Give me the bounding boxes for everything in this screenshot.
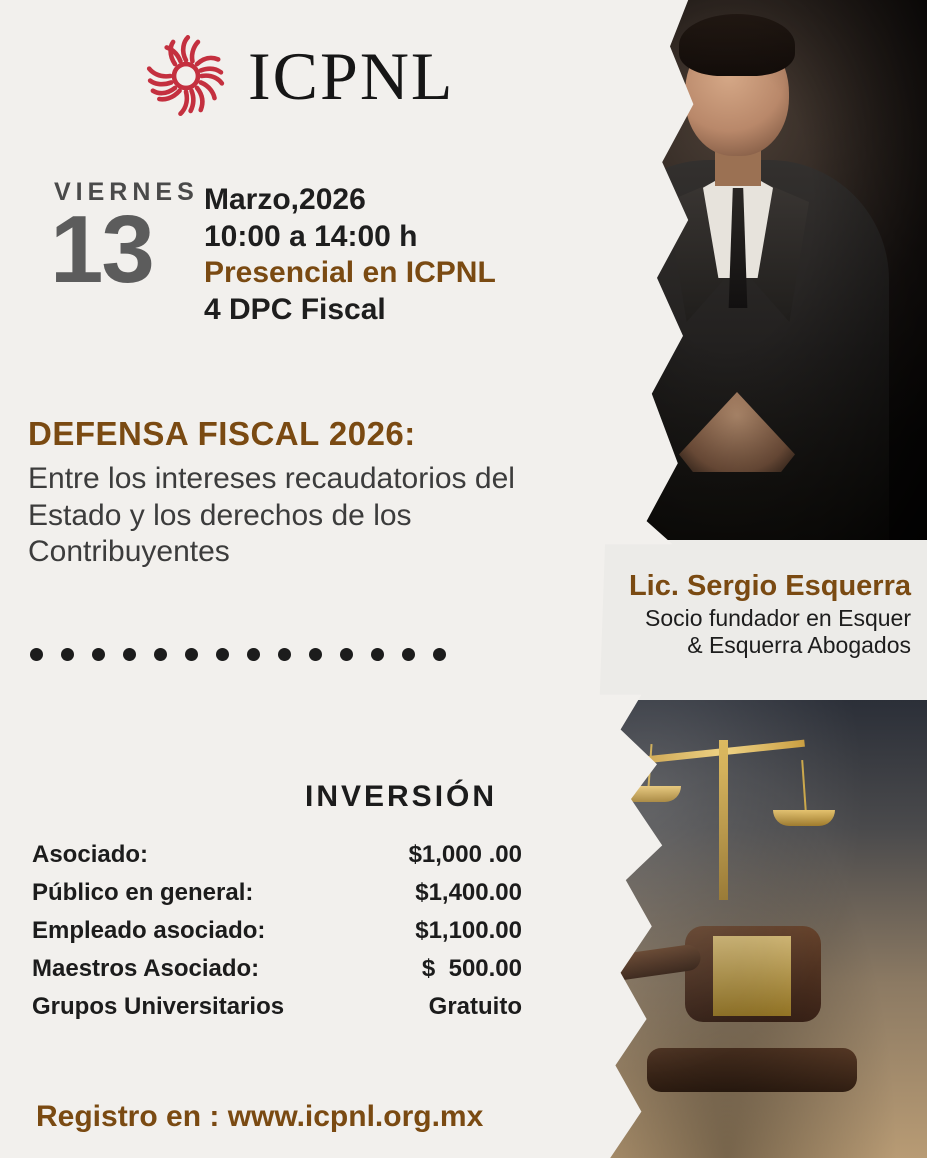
divider-dot [154,648,167,661]
divider-dot [61,648,74,661]
brand-logo [140,30,454,122]
speaker-role-line2: & Esquerra Abogados [687,632,911,659]
divider-dot [371,648,384,661]
dotted-divider [30,648,446,661]
price-amount: Gratuito [428,993,522,1020]
registration-link[interactable]: Registro en : www.icpnl.org.mx [36,1100,484,1133]
price-label: Maestros Asociado: [32,955,260,982]
investment-heading: INVERSIÓN [305,780,498,813]
date-left [44,178,202,303]
speaker-role-line1: Socio fundador en Esquer [645,605,911,631]
table-row [32,836,522,874]
event-date-block [44,178,496,328]
divider-dot [402,648,415,661]
table-row [32,912,522,950]
event-modality: Presencial en ICPNL [204,256,496,290]
price-amount: $1,400.00 [415,879,522,906]
speaker-info [541,570,911,659]
speaker-name: Lic. Sergio Esquerra [628,570,911,602]
price-label: Público en general: [32,879,254,906]
event-time: 10:00 a 14:00 h [204,219,418,253]
price-label: Empleado asociado: [32,917,266,944]
event-title-block [28,415,568,571]
price-amount: $1,100.00 [415,917,522,944]
event-title: DEFENSA FISCAL 2026: [28,415,416,452]
divider-dot [309,648,322,661]
price-label: Grupos Universitarios [32,993,285,1020]
price-label: Asociado: [32,841,149,868]
divider-dot [123,648,136,661]
investment-price-table [32,836,522,1026]
table-row [32,950,522,988]
divider-dot [92,648,105,661]
divider-dot [216,648,229,661]
price-amount: $ 500.00 [421,955,522,982]
table-row [32,988,522,1026]
brand-name: ICPNL [248,37,455,114]
event-weekday: VIERNES [54,178,199,206]
table-row [32,874,522,912]
icpnl-sun-logo-icon [140,30,232,122]
event-month-year: Marzo,2026 [204,183,366,216]
divider-dot [340,648,353,661]
price-amount: $1,000 .00 [408,841,522,868]
event-day-number: 13 [50,196,153,303]
divider-dot [247,648,260,661]
event-subtitle: Entre los intereses recaudatorios del Estado y los derechos de los Contribuyentes [28,462,515,569]
divider-dot [185,648,198,661]
divider-dot [433,648,446,661]
divider-dot [30,648,43,661]
event-credits: 4 DPC Fiscal [204,292,386,326]
divider-dot [278,648,291,661]
date-details [204,178,496,328]
